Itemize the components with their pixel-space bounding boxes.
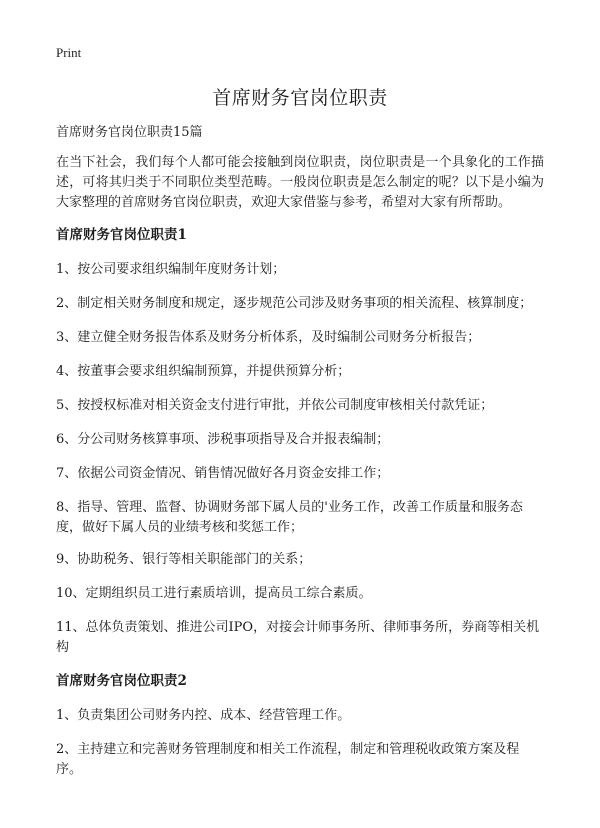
list-item: 6、分公司财务核算事项、涉税事项指导及合并报表编制； (56, 432, 390, 447)
list-item: 8、指导、管理、监督、协调财务部下属人员的'业务工作，改善工作质量和服务态度，做好下属人员的业绩考核和奖惩工作； (56, 500, 523, 535)
list-item: 1、按公司要求组织编制年度财务计划； (56, 262, 286, 277)
page-title: 首席财务官岗位职责 (212, 87, 388, 109)
list-item: 10、定期组织员工进行素质培训，提高员工综合素质。 (56, 586, 372, 601)
list-item: 2、主持建立和完善财务管理制度和相关工作流程，制定和管理税收政策方案及程序。 (56, 742, 520, 777)
intro-paragraph: 在当下社会，我们每个人都可能会接触到岗位职责，岗位职责是一个具象化的工作描述，可将其归类于不同职位类型范畴。一般岗位职责是怎么制定的呢？以下是小编为大家整理的首席财务官岗位职责，欢迎大家借鉴与参考，希望对大家有所帮助。 (56, 155, 544, 210)
print-link[interactable]: Print (56, 45, 82, 60)
list-item: 3、建立健全财务报告体系及财务分析体系，及时编制公司财务分析报告； (56, 330, 481, 345)
section-heading: 首席财务官岗位职责2 (56, 673, 187, 689)
list-item: 5、按授权标准对相关资金支付进行审批，并依公司制度审核相关付款凭证； (56, 398, 494, 413)
list-item: 9、协助税务、银行等相关职能部门的关系； (56, 552, 312, 567)
document-subtitle: 首席财务官岗位职责15篇 (56, 125, 203, 140)
list-item: 2、制定相关财务制度和规定，逐步规范公司涉及财务事项的相关流程、核算制度； (56, 296, 533, 311)
list-item: 7、依据公司资金情况、销售情况做好各月资金安排工作； (56, 466, 390, 481)
section-1 (56, 226, 544, 658)
list-item: 1、负责集团公司财务内控、成本、经营管理工作。 (56, 708, 351, 723)
section-2 (56, 672, 544, 780)
section-heading: 首席财务官岗位职责1 (56, 227, 187, 243)
list-item: 4、按董事会要求组织编制预算，并提供预算分析； (56, 364, 351, 379)
list-item: 11、总体负责策划、推进公司IPO，对接会计师事务所、律师事务所，券商等相关机构 (56, 620, 540, 655)
